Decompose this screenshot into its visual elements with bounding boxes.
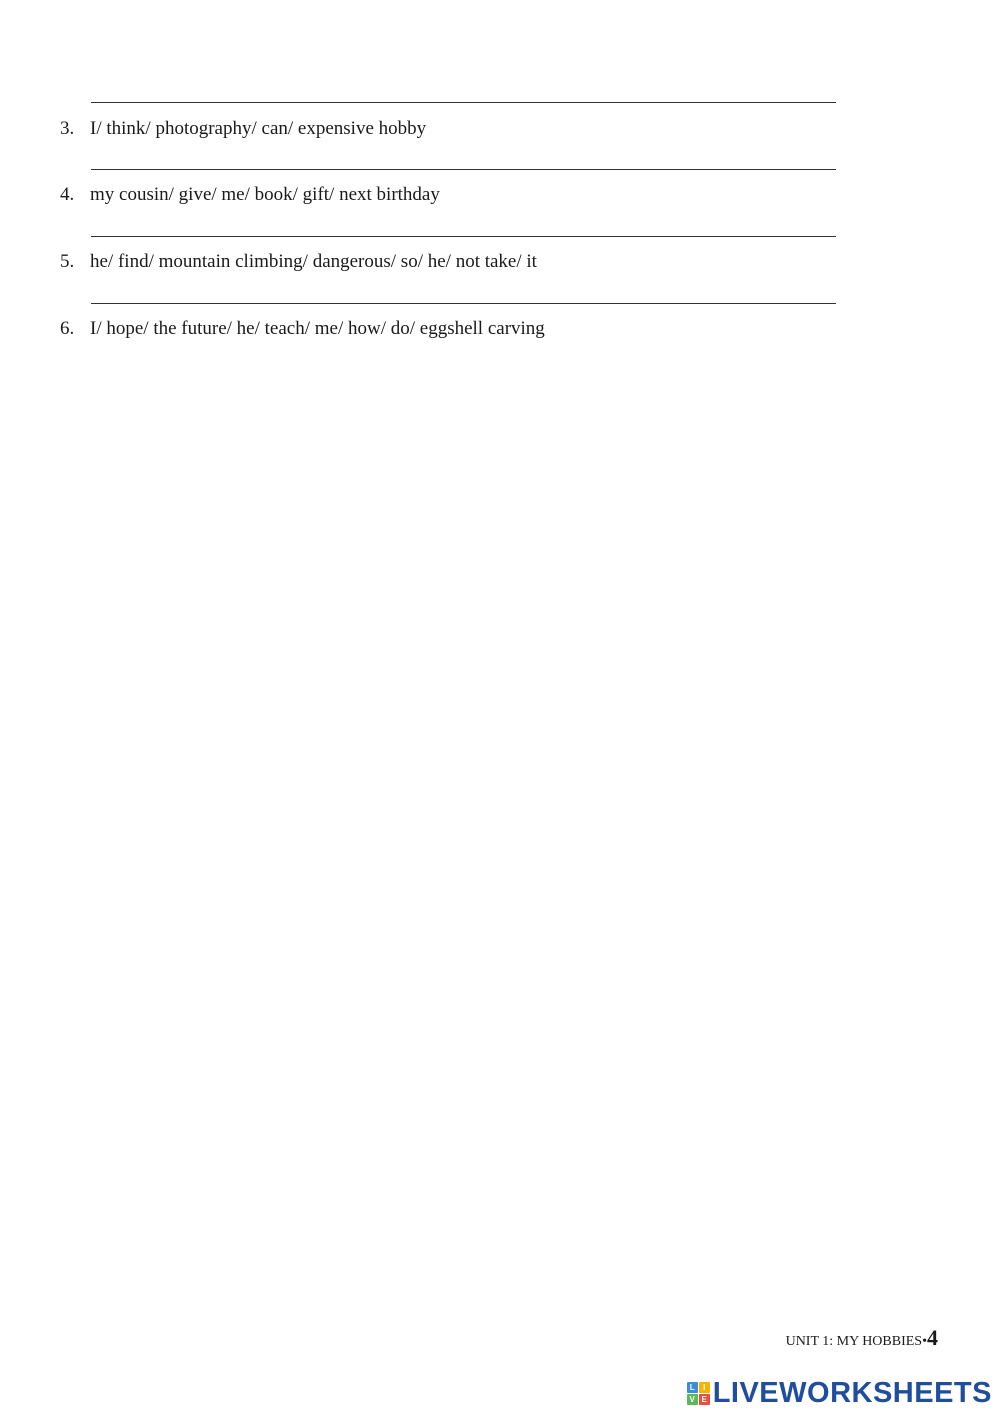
liveworksheets-icon — [687, 1382, 710, 1405]
item-prompt: he/ find/ mountain climbing/ dangerous/ so/ he/ not take/ it — [90, 251, 537, 272]
answer-line[interactable] — [91, 303, 836, 304]
logo-letter-l: L — [687, 1382, 698, 1393]
logo-letter-e: E — [699, 1394, 710, 1405]
exercise-item-4 — [60, 184, 440, 206]
liveworksheets-logo — [687, 1377, 992, 1409]
exercise-item-6 — [60, 318, 545, 340]
unit-label: UNIT 1: MY HOBBIES — [785, 1334, 923, 1349]
item-prompt: my cousin/ give/ me/ book/ gift/ next birthday — [90, 184, 440, 205]
item-number: 6. — [60, 318, 75, 339]
logo-letter-i: I — [699, 1382, 710, 1393]
answer-line[interactable] — [91, 169, 836, 170]
answer-line[interactable] — [91, 236, 836, 237]
page-footer — [786, 1327, 938, 1353]
item-prompt: I/ hope/ the future/ he/ teach/ me/ how/ do/ eggshell carving — [90, 318, 545, 339]
item-prompt: I/ think/ photography/ can/ expensive hobby — [90, 118, 427, 139]
item-number: 3. — [60, 118, 75, 139]
liveworksheets-wordmark: LIVEWORKSHEETS — [712, 1376, 992, 1409]
exercise-item-3 — [60, 118, 426, 140]
item-number: 5. — [60, 251, 75, 272]
footer-separator: • — [922, 1334, 927, 1349]
page-number: 4 — [927, 1325, 938, 1350]
logo-letter-v: V — [687, 1394, 698, 1405]
item-number: 4. — [60, 184, 75, 205]
exercise-item-5 — [60, 251, 537, 273]
answer-line[interactable] — [91, 102, 836, 103]
